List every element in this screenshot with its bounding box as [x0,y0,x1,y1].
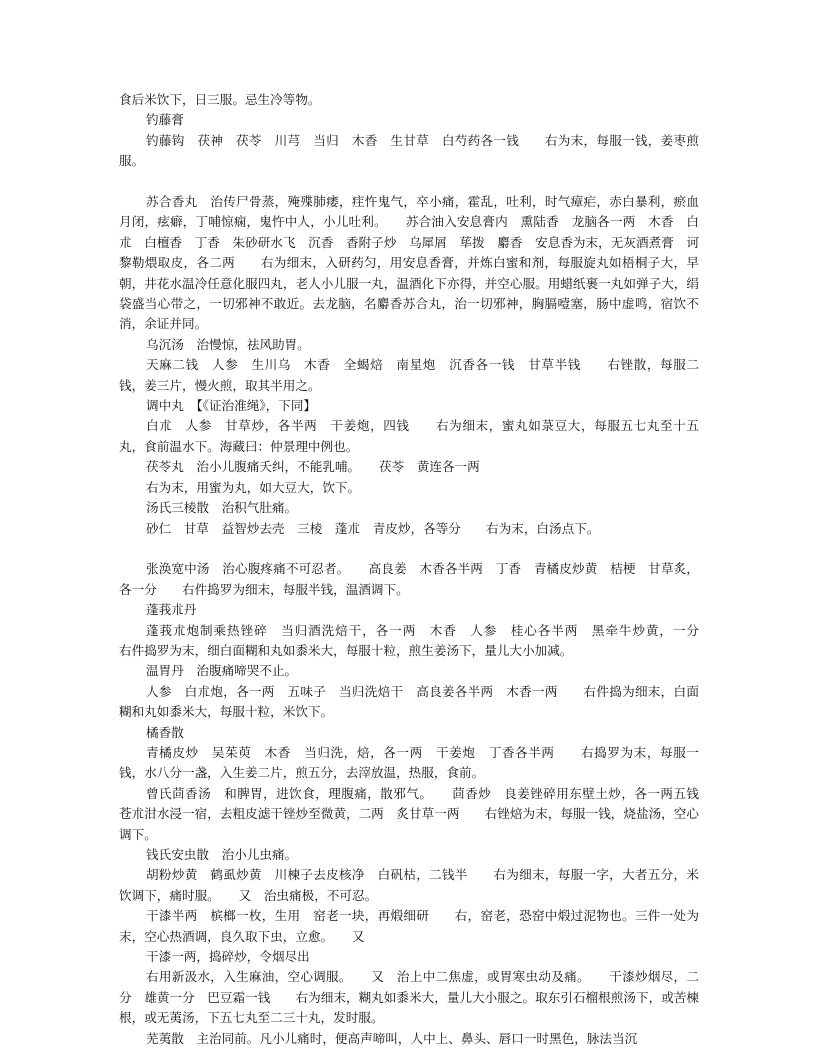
text-paragraph: 人参 白朮炮，各一两 五味子 当归洗焙干 高良姜各半两 木香一两 右件捣为细末，白面糊和丸如黍米大，每服十粒，米饮下。 [119,683,699,720]
text-paragraph: 蓬莪朮炮制乘热锉碎 当归酒洗焙干，各一两 木香 人参 桂心各半两 黑牵牛炒黄，一分 右件捣罗为末，细白面糊和丸如黍米大，每服十粒，煎生姜汤下，量儿大小加减。 [119,622,725,658]
text-paragraph: 干漆一两，捣碎炒，令烟尽出 [146,949,310,965]
text-paragraph: 天麻二钱 人参 生川乌 木香 全蝎焙 南星炮 沉香各一钱 甘草半钱 右锉散，每服二钱，姜三片，慢火煎，取其半用之。 [119,357,699,393]
text-paragraph: 芜荑散 主治同前。凡小儿痛时，便高声啼叫，人中上、鼻头、唇口一时黑色，脉法当沉 [146,1030,638,1046]
text-paragraph: 青橘皮炒 吴茱萸 木香 当归洗，焙，各一两 干姜炮 丁香各半两 右捣罗为末，每服一钱，水八分一盏，入生姜二片，煎五分，去滓放温，热服，食前。 [119,744,699,781]
text-paragraph: 钓藤钩 茯神 茯苓 川芎 当归 木香 生甘草 白芍药各一钱 右为末，每服一钱，姜枣煎服。 [119,132,699,169]
text-paragraph: 温胃丹 治腹痛啼哭不止。 [146,663,298,679]
text-paragraph: 张涣宽中汤 治心腹疼痛不可忍者。 高良姜 木香各半两 丁香 青橘皮炒黄 桔梗 甘草炙，各一分 右件捣罗为细末，每服半钱，温酒调下。 [119,561,699,597]
text-paragraph: 调中丸 【《证治准绳》，下同】 [146,398,317,414]
document-body [119,90,725,1049]
text-paragraph: 胡粉炒黄 鹤虱炒黄 川楝子去皮核净 白矾枯，二钱半 右为细末，每服一字，大者五分，米饮调下，痛时服。 又 治虫痛极，不可忍。 [119,867,699,903]
text-paragraph: 乌沉汤 治慢惊，祛风助胃。 [146,336,310,352]
text-paragraph: 钱氏安虫散 治小儿虫痛。 [146,847,298,862]
text-paragraph: 砂仁 甘草 益智炒去壳 三棱 蓬朮 青皮炒，各等分 右为末，白汤点下。 [146,520,600,536]
text-paragraph: 橘香散 [146,724,184,740]
text-paragraph: 食后米饮下，日三服。忌生冷等物。 [119,92,321,107]
text-paragraph: 右用新汲水，入生麻油，空心调服。 又 治上中二焦虚，或胃寒虫动及痛。 干漆炒烟尽，二分 雄黄一分 巴豆霜一钱 右为细末，糊丸如黍米大，量儿大小服之。取东引石榴根煎汤下，或苦楝根，或无荑汤，下五七丸至二三十丸，发时服。 [119,969,699,1026]
text-paragraph: 曾氏茴香汤 和脾胃，进饮食，理腹痛，散邪气。 茴香炒 良姜锉碎用东壁土炒，各一两五钱 苍朮泔水浸一宿，去粗皮滤干锉炒至微黄，二两 炙甘草一两 右锉焙为末，每服一钱，烧盐汤，空心调下。 [119,785,712,842]
text-paragraph: 钓藤膏 [146,112,184,128]
text-paragraph: 苏合香丸 治传尸骨蒸，殗殜肺痿，疰忤鬼气，卒小痛，霍乱，吐利，时气瘴疟，赤白暴利，瘀血月闭，痃癖，丁哺惊痫，鬼忤中人，小儿吐利。 苏合油入安息膏内 熏陆香 龙脑各一两 木香 白朮 白檀香 丁香 朱砂研水飞 沉香 香附子炒 乌犀屑 荜拨 麝香 安息香为末，无灰酒煮膏 诃黎勒煨取皮，各二两 右为细末，入研药匀，用安息香膏，并炼白蜜和剂，每服旋丸如梧桐子大，早朝，井花水温冷任意化服四丸，老人小儿服一丸，温酒化下亦得，并空心服。用蜡纸裹一丸如弹子大，绢袋盛当心带之，一切邪神不敢近。去龙脑，名麝香苏合丸，治一切邪神，胸膈噎塞，肠中虚鸣，宿饮不消，余证并同。 [119,194,699,332]
text-paragraph: 干漆半两 槟榔一枚，生用 窑老一块，再煅细研 右，窑老，恐窑中煅过泥物也。三件一处为末，空心热酒调，良久取下虫，立愈。 又 [119,908,699,944]
text-paragraph: 右为末，用蜜为丸，如大豆大，饮下。 [146,479,361,495]
text-paragraph: 蓬莪朮丹 [146,602,197,618]
text-paragraph: 白朮 人参 甘草炒，各半两 干姜炮，四钱 右为细末，蜜丸如菉豆大，每服五七丸至十五丸，食前温水下。海藏曰：仲景理中例也。 [119,418,699,454]
text-paragraph: 汤氏三棱散 治积气肚痛。 [146,500,298,516]
text-paragraph: 茯苓丸 治小儿腹痛夭纠，不能乳哺。 茯苓 黄连各一两 [146,459,480,475]
